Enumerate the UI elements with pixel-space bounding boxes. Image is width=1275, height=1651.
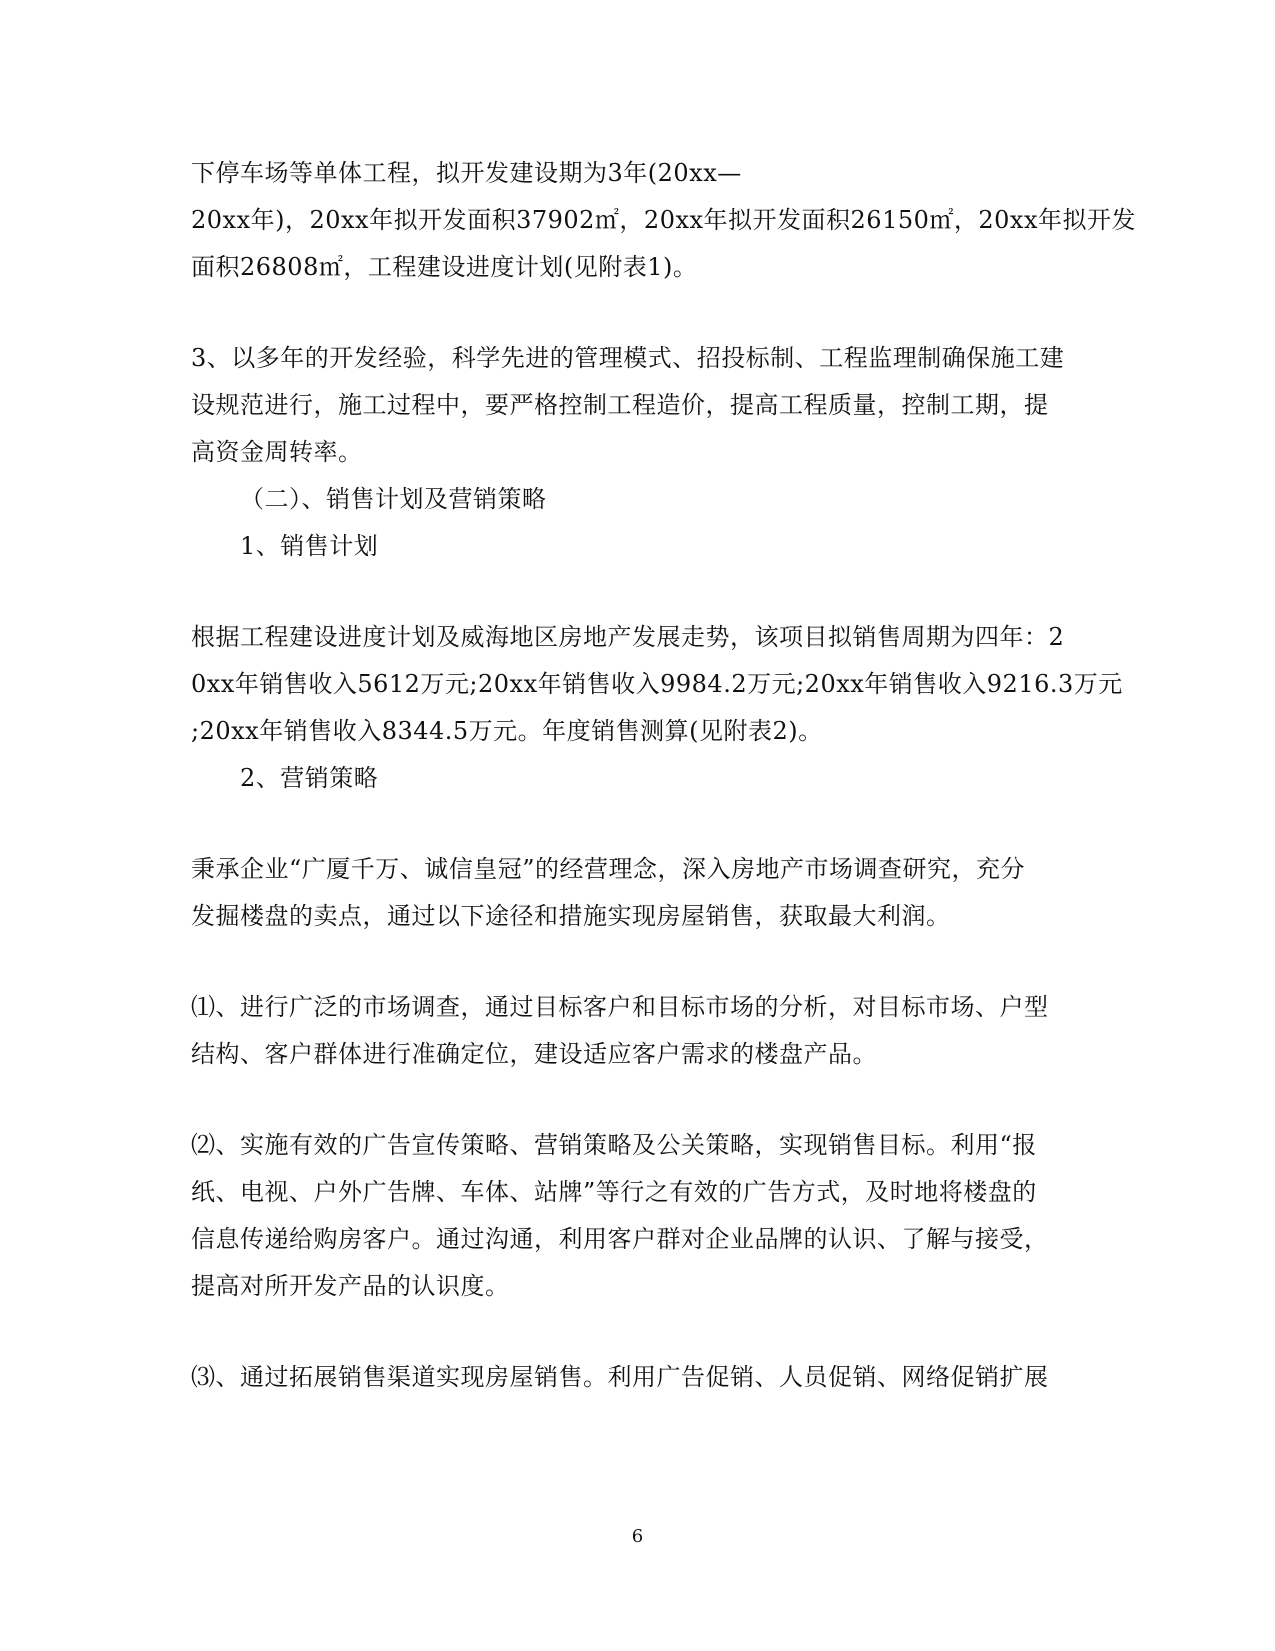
section-heading-sales-plan: （二）、销售计划及营销策略 [240, 485, 547, 513]
text-line-10: 0xx年销售收入5612万元;20xx年销售收入9984.2万元;20xx年销售收入9216.3万元 [191, 670, 1123, 698]
text-line-17: ⑵、实施有效的广告宣传策略、营销策略及公关策略，实现销售目标。利用“报 [191, 1131, 1037, 1159]
text-line-6: 高资金周转率。 [191, 438, 363, 466]
subsection-heading-marketing-strategy: 2、营销策略 [240, 764, 379, 792]
text-line-1: 下停车场等单体工程，拟开发建设期为3年(20xx— [191, 159, 742, 187]
page-number: 6 [631, 1526, 644, 1547]
text-line-18: 纸、电视、户外广告牌、车体、站牌”等行之有效的广告方式，及时地将楼盘的 [191, 1178, 1037, 1206]
text-line-5: 设规范进行，施工过程中，要严格控制工程造价，提高工程质量，控制工期，提 [191, 391, 1049, 419]
text-line-4: 3、以多年的开发经验，科学先进的管理模式、招投标制、工程监理制确保施工建 [191, 344, 1065, 372]
text-line-9: 根据工程建设进度计划及威海地区房地产发展走势，该项目拟销售周期为四年：2 [191, 623, 1065, 651]
text-line-19: 信息传递给购房客户。通过沟通，利用客户群对企业品牌的认识、了解与接受， [191, 1225, 1049, 1253]
text-line-11: ;20xx年销售收入8344.5万元。年度销售测算(见附表2)。 [191, 717, 823, 745]
text-line-3: 面积26808㎡，工程建设进度计划(见附表1)。 [191, 253, 698, 281]
text-line-20: 提高对所开发产品的认识度。 [191, 1272, 510, 1300]
text-line-2: 20xx年)，20xx年拟开发面积37902㎡，20xx年拟开发面积26150㎡，20xx年拟开发 [191, 206, 1136, 234]
text-line-14: 发掘楼盘的卖点，通过以下途径和措施实现房屋销售，获取最大利润。 [191, 902, 951, 930]
text-line-16: 结构、客户群体进行准确定位，建设适应客户需求的楼盘产品。 [191, 1040, 877, 1068]
subsection-heading-sales-plan: 1、销售计划 [240, 532, 379, 560]
text-line-13: 秉承企业“广厦千万、诚信皇冠”的经营理念，深入房地产市场调查研究，充分 [191, 855, 1026, 883]
text-line-15: ⑴、进行广泛的市场调查，通过目标客户和目标市场的分析，对目标市场、户型 [191, 993, 1049, 1021]
text-line-21: ⑶、通过拓展销售渠道实现房屋销售。利用广告促销、人员促销、网络促销扩展 [191, 1363, 1049, 1391]
